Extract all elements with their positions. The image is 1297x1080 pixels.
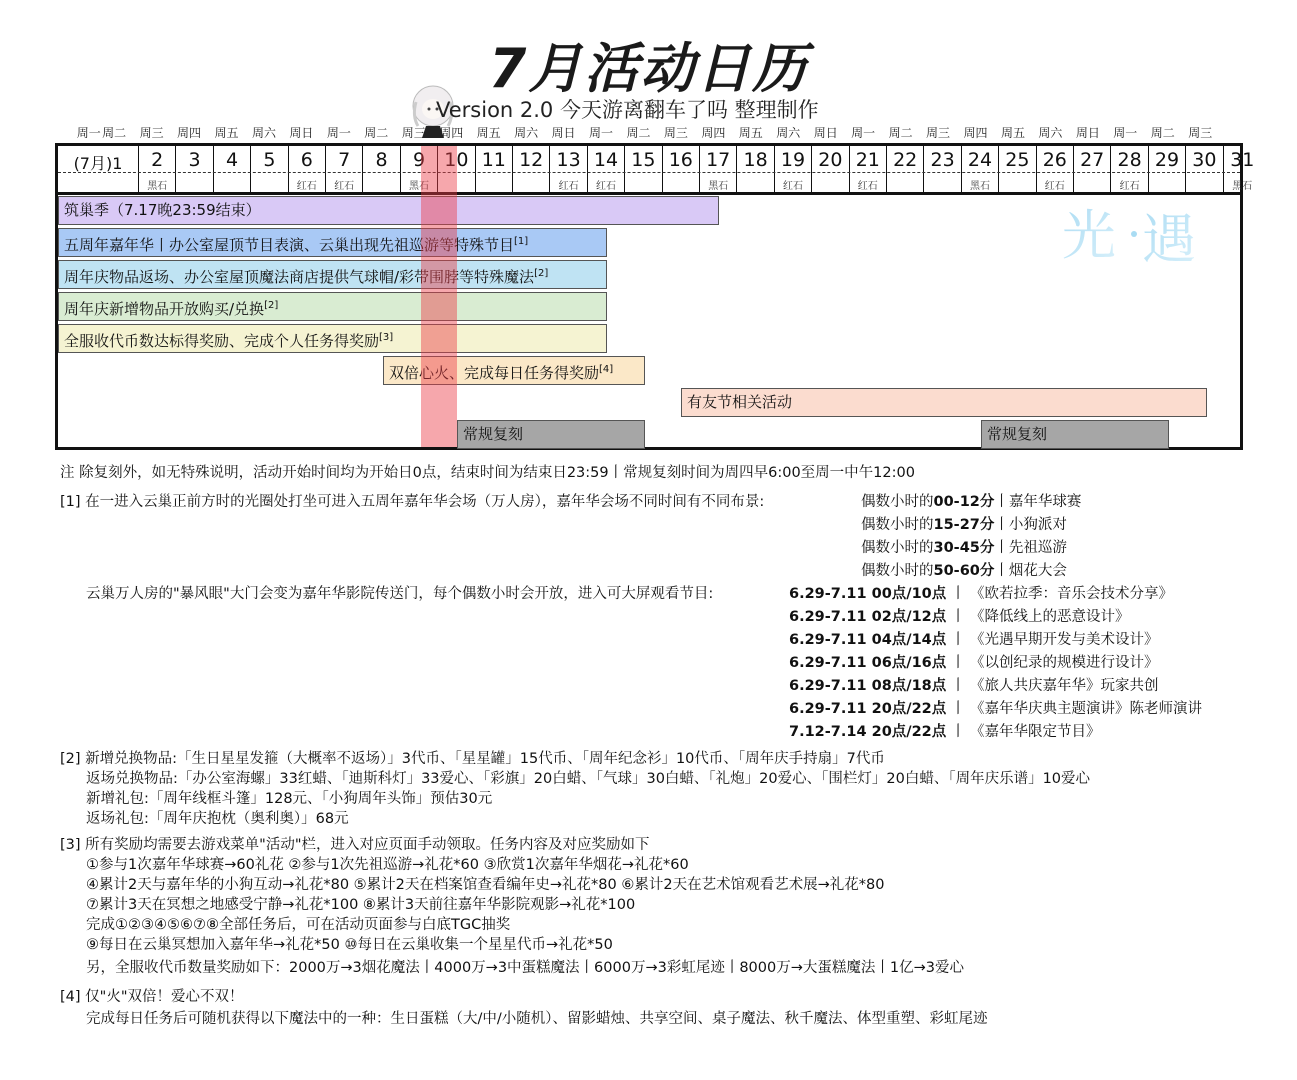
cinema-program-0: 6.29-7.11 00点/10点 丨 《欧若拉季：音乐会技术分享》 [789,586,1173,602]
cinema-program-3: 6.29-7.11 06点/16点 丨 《以创纪录的规模进行设计》 [789,655,1159,671]
stone-label: 红石 [595,181,616,192]
weekday-label: 周六 [514,126,539,140]
stone-label: 红石 [1119,181,1140,192]
weekday-label: 周三 [663,126,688,140]
date-cell [775,146,812,194]
date-number: 11 [481,149,506,171]
weekday-label: 周日 [551,126,576,140]
date-number: 14 [593,149,619,171]
weekday-label: 周五 [214,126,239,140]
stone-label: 红石 [296,181,317,192]
note-3-line-1: ①参与1次嘉年华球赛→60礼花 ②参与1次先祖巡游→礼花*60 ③欣赏1次嘉年华烟花→礼花*60 [86,857,689,873]
date-cell [588,146,625,194]
weekday-label: 周二 [1150,126,1175,140]
date-number: 21 [855,149,880,171]
date-number: 15 [631,149,656,171]
carnival-schedule-3: 偶数小时的50-60分丨烟花大会 [861,563,1067,579]
page-subtitle: Version 2.0 今天游离翻车了吗 整理制作 [436,98,819,122]
cinema-intro: 云巢万人房的"暴风眼"大门会变为嘉年华影院传送门，每个偶数小时会开放，进入可大屏观看节目: [86,586,714,602]
weekday-label: 周日 [1075,126,1100,140]
weekday-label: 周一 [76,126,101,140]
event-bar-nesting-season: 筑巢季（7.17晚23:59结束） [58,196,719,225]
weekday-label: 周日 [289,126,314,140]
date-number: 9 [412,149,426,171]
date-number: 6 [300,149,313,171]
date-cell [289,146,326,194]
date-cell [1074,146,1111,194]
date-number: 19 [780,149,806,171]
note-2-line-1: 返场兑换物品:「办公室海螺」33红蜡、「迪斯科灯」33爱心、「彩旗」20白蜡、「气球」30白蜡、「礼炮」20爱心、「围栏灯」20白蜡、「周年庆乐谱」10爱心 [86,771,1091,787]
date-cell [700,146,737,194]
date-cell [214,146,251,194]
date-number: 16 [668,149,693,171]
date-number: 17 [706,149,731,171]
date-cell [1037,146,1074,194]
date-cell [1111,146,1148,194]
date-number: 10 [444,149,469,171]
date-number: 13 [556,149,581,171]
weekday-label: 周五 [1000,126,1025,140]
date-cell [812,146,849,194]
weekday-label: 周三 [401,126,426,140]
stone-label: 黑石 [147,181,168,192]
weekday-label: 周一 [1113,126,1138,140]
date-number: 31 [1230,149,1255,171]
date-cell [1186,146,1223,194]
weekday-label: 周六 [251,126,276,140]
page-title: 7月活动日历 [488,37,809,100]
carnival-schedule-1: 偶数小时的15-27分丨小狗派对 [861,517,1067,533]
weekday-label: 周一 [588,126,613,140]
sky-game-logo [1060,196,1220,276]
date-cell [1149,146,1186,194]
date-number: 7 [338,149,351,171]
date-cell [513,146,550,194]
date-number: 29 [1154,149,1180,171]
svg-text:遇: 遇 [1142,208,1196,271]
carnival-schedule-2: 偶数小时的30-45分丨先祖巡游 [861,540,1067,556]
note-3-line-5: ⑨每日在云巢冥想加入嘉年华→礼花*50 ⑩每日在云巢收集一个星星代币→礼花*50 [86,937,613,953]
cinema-program-6: 7.12-7.14 20点/22点 丨 《嘉年华限定节目》 [789,724,1101,740]
date-number: 3 [188,149,201,171]
carnival-schedule-0: 偶数小时的00-12分丨嘉年华球赛 [861,494,1082,510]
date-cell [663,146,700,194]
weekday-label: 周一 [851,126,876,140]
date-number: 25 [1005,149,1030,171]
cinema-program-5: 6.29-7.11 20点/22点 丨 《嘉年华庆典主题演讲》陈老师演讲 [789,701,1202,717]
weekday-label: 周五 [476,126,501,140]
stone-label: 红石 [857,181,878,192]
weekday-label: 周四 [963,126,988,140]
date-divider [58,172,1240,173]
date-cell [139,146,176,194]
date-number: 27 [1080,149,1105,171]
cinema-program-1: 6.29-7.11 02点/12点 丨 《降低线上的恶意设计》 [789,609,1130,625]
date-number: 5 [263,149,276,171]
date-number: (7月)1 [73,154,123,173]
note-3-line-4: 完成①②③④⑤⑥⑦⑧全部任务后，可在活动页面参与白底TGC抽奖 [86,917,511,933]
event-bar-server-token-rewards: 全服收代币数达标得奖励、完成个人任务得奖励[3] [58,324,607,353]
date-number: 12 [519,149,544,171]
note-2-line-3: 返场礼包:「周年庆抱枕（奥利奥）」68元 [86,811,349,827]
today-highlight [421,146,457,447]
date-header-line [58,192,1240,195]
date-number: 8 [375,149,388,171]
date-number: 23 [930,149,955,171]
weekday-label: 周三 [926,126,951,140]
date-cell [550,146,587,194]
date-cell [887,146,924,194]
date-cell [1224,146,1261,194]
note-1-intro: [1] 在一进入云巢正前方时的光圈处打坐可进入五周年嘉年华会场（万人房），嘉年华会场不同时间有不同布景: [60,494,765,510]
date-cell [363,146,400,194]
event-bar-new-items: 周年庆新增物品开放购买/兑换[2] [58,292,607,321]
weekday-label: 周三 [1188,126,1213,140]
date-number: 26 [1042,149,1067,171]
stone-label: 红石 [558,181,579,192]
weekday-label: 周四 [177,126,202,140]
stone-label: 黑石 [1232,181,1253,192]
date-cell [962,146,999,194]
stone-label: 黑石 [969,181,990,192]
weekday-label: 周二 [626,126,651,140]
weekday-label: 周五 [738,126,763,140]
note-3-line-0: [3] 所有奖励均需要去游戏菜单"活动"栏，进入对应页面手动领取。任务内容及对应奖励如下 [60,837,650,853]
date-number: 22 [893,149,918,171]
event-bar-friendship-festival: 有友节相关活动 [681,388,1207,417]
date-cell [737,146,774,194]
event-calendar [55,143,1255,450]
weekday-label: 周二 [888,126,913,140]
date-cell [58,146,139,194]
event-bar-anniversary-carnival: 五周年嘉年华丨办公室屋顶节目表演、云巢出现先祖巡游等特殊节目[1] [58,228,607,257]
date-number: 30 [1192,149,1217,171]
stone-label: 红石 [1044,181,1065,192]
date-number: 24 [967,149,993,171]
date-cell [251,146,288,194]
weekday-label: 周四 [439,126,464,140]
stone-label: 黑石 [708,181,729,192]
date-cell [999,146,1036,194]
weekday-label: 周一 [326,126,351,140]
date-cell [625,146,662,194]
cinema-program-2: 6.29-7.11 04点/14点 丨 《光遇早期开发与美术设计》 [789,632,1159,648]
weekday-label: 周六 [1038,126,1063,140]
weekday-label: 周日 [813,126,838,140]
date-number: 2 [151,149,164,171]
svg-text:光: 光 [1062,204,1116,267]
stone-label: 黑石 [408,181,429,192]
weekday-label: 周三 [139,126,164,140]
weekday-label: 周二 [102,126,127,140]
date-number: 20 [818,149,843,171]
date-cell [176,146,213,194]
weekday-label: 周六 [776,126,801,140]
stone-label: 红石 [782,181,803,192]
cinema-program-4: 6.29-7.11 08点/18点 丨 《旅人共庆嘉年华》玩家共创 [789,678,1159,694]
note-4-line-1: 完成每日任务后可随机获得以下魔法中的一种：生日蛋糕（大/中/小随机）、留影蜡烛、共享空间、桌子魔法、秋千魔法、体型重塑、彩虹尾迹 [86,1011,988,1027]
event-bar-anniversary-items-return: 周年庆物品返场、办公室屋顶魔法商店提供气球帽/彩带围脖等特殊魔法[2] [58,260,607,289]
note-3-line-2: ④累计2天与嘉年华的小狗互动→礼花*80 ⑤累计2天在档案馆查看编年史→礼花*80 ⑥累计2天在艺术馆观看艺术展→礼花*80 [86,877,885,893]
date-cell [850,146,887,194]
stone-label: 红石 [334,181,355,192]
date-number: 18 [743,149,768,171]
date-number: 4 [225,149,239,171]
event-bar-regular-rerun-2: 常规复刻 [981,420,1169,449]
event-bar-regular-rerun-1: 常规复刻 [457,420,645,449]
note-3-line-3: ⑦累计3天在冥想之地感受宁静→礼花*100 ⑧累计3天前往嘉年华影院观影→礼花*100 [86,897,636,913]
date-cell [326,146,363,194]
date-number: 28 [1117,149,1142,171]
event-bar-double-candle: 双倍心火、完成每日任务得奖励[4] [383,356,645,385]
date-cell [924,146,961,194]
note-4-line-0: [4] 仅"火"双倍！爱心不双！ [60,989,244,1005]
weekday-label: 周二 [364,126,389,140]
date-cell [476,146,513,194]
note-general: 注 除复刻外，如无特殊说明，活动开始时间均为开始日0点，结束时间为结束日23:59丨常规复刻时间为周四早6:00至周一中午12:00 [60,465,915,481]
weekday-label: 周四 [701,126,726,140]
note-2-line-2: 新增礼包:「周年线框斗篷」128元、「小狗周年头饰」预估30元 [86,791,493,807]
note-2-line-0: [2] 新增兑换物品:「生日星星发箍（大概率不返场）」3代币、「星星罐」15代币、「周年纪念衫」10代币、「周年庆手持扇」7代币 [60,751,885,767]
note-3-line-6: 另，全服收代币数量奖励如下：2000万→3烟花魔法丨4000万→3中蛋糕魔法丨6000万→3彩虹尾迹丨8000万→大蛋糕魔法丨1亿→3爱心 [86,960,964,976]
